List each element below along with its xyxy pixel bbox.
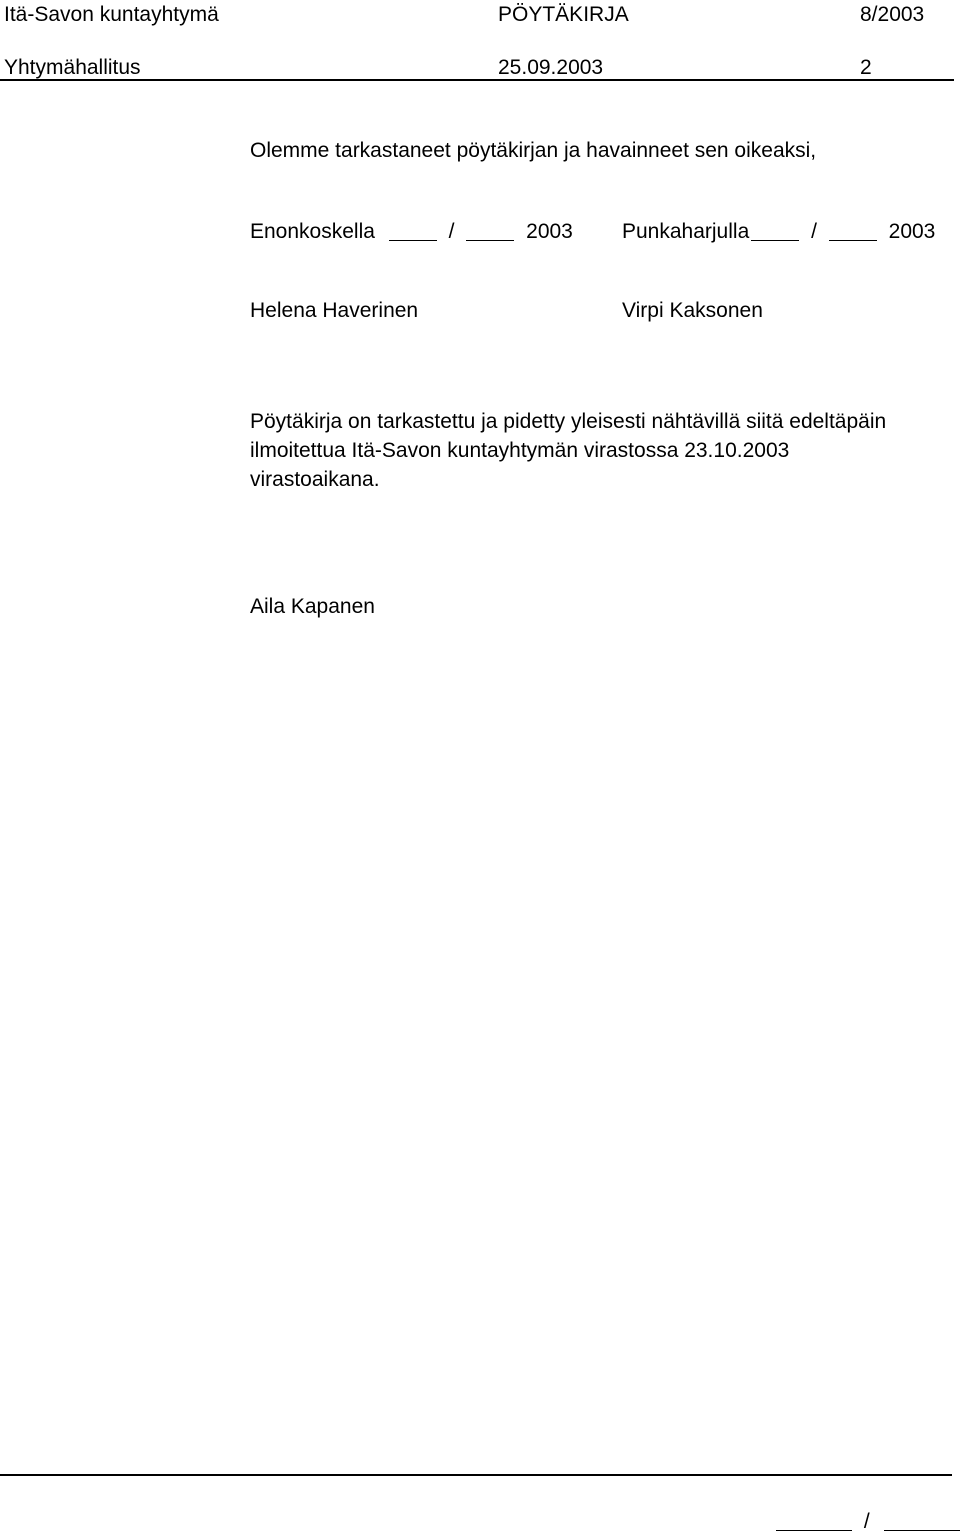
separator-right: / (811, 220, 817, 243)
document-type: PÖYTÄKIRJA (498, 3, 629, 26)
header-rule (0, 79, 954, 81)
separator-left: / (448, 220, 455, 243)
year-right: 2003 (888, 220, 936, 243)
place-right-name: Punkaharjulla (622, 220, 750, 243)
footer-rule (0, 1474, 952, 1476)
notice-line: Pöytäkirja on tarkastettu ja pidetty yleisesti nähtävillä siitä edeltäpäin (250, 410, 887, 433)
page-number: 2 (860, 56, 872, 79)
document-number: 8/2003 (860, 3, 925, 26)
footer-day-blank (776, 1509, 852, 1531)
footer-month-blank (884, 1509, 960, 1531)
notice-paragraph (250, 407, 960, 494)
body-name: Yhtymähallitus (4, 56, 141, 79)
intro-text: Olemme tarkastaneet pöytäkirjan ja havainneet sen oikeaksi, (250, 139, 817, 162)
final-signer: Aila Kapanen (250, 595, 375, 618)
signature-place-right (622, 219, 935, 242)
place-left-name: Enonkoskella (250, 220, 375, 243)
day-blank-left (389, 219, 437, 241)
notice-line: ilmoitettua Itä-Savon kuntayhtymän virastossa 23.10.2003 (250, 439, 790, 462)
year-left: 2003 (526, 220, 573, 243)
signer-right: Virpi Kaksonen (622, 299, 763, 322)
signature-place-left (250, 219, 573, 242)
notice-line: virastoaikana. (250, 468, 380, 491)
month-blank-right (829, 219, 877, 241)
signer-left: Helena Haverinen (250, 299, 419, 322)
organization-name: Itä-Savon kuntayhtymä (4, 3, 219, 26)
meeting-date: 25.09.2003 (498, 56, 604, 79)
footer-separator: / (863, 1510, 870, 1533)
footer-date-fields (776, 1509, 960, 1532)
day-blank-right (751, 219, 799, 241)
month-blank-left (466, 219, 514, 241)
